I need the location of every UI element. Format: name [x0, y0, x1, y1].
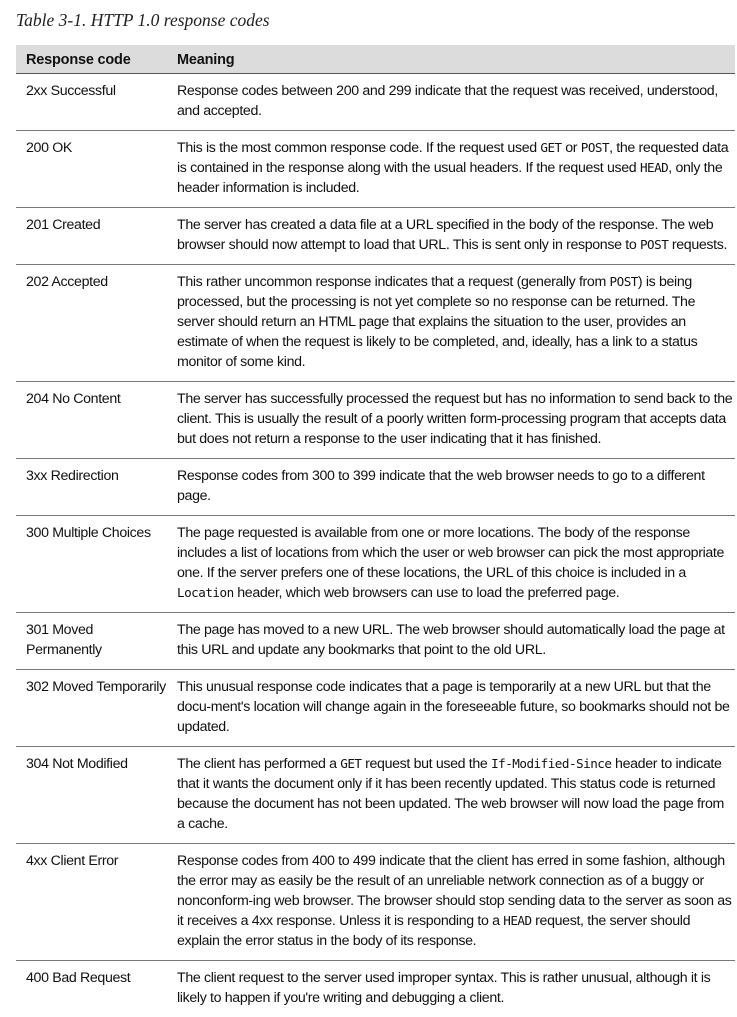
- table-caption: Table 3-1. HTTP 1.0 response codes: [16, 10, 270, 31]
- meaning-text: The client request to the server used improper syntax. This is rather unusual, although it is likely to happen if you're writing and debugging a client.: [177, 970, 710, 1006]
- meaning-text: Response codes between 200 and 299 indicate that the request was received, understood, and accepted.: [177, 83, 718, 119]
- code-literal: POST: [610, 274, 638, 289]
- meaning-cell: [177, 516, 735, 613]
- meaning-cell: [177, 747, 735, 844]
- response-code-cell: 400 Bad Request: [16, 961, 177, 1017]
- code-literal: HEAD: [503, 913, 531, 928]
- code-literal: If-Modified-Since: [491, 756, 611, 771]
- header-meaning: Meaning: [177, 45, 735, 74]
- meaning-text: header to indicate that it wants the document only if it has been recently updated. This status code is returned because the document has not been updated. The web browser will now load the page from a cache.: [177, 756, 724, 832]
- code-literal: POST: [581, 140, 609, 155]
- meaning-text: The page requested is available from one or more locations. The body of the response includes a list of locations from which the user or web browser can pick the most appropriate one. If the server prefers one of these locations, the URL of this choice is included in a: [177, 525, 724, 581]
- table-row: [16, 516, 735, 613]
- response-codes-table: [16, 45, 735, 1017]
- meaning-text: , the requested data is contained in the response along with the usual headers. If the request used: [177, 140, 728, 176]
- response-code-cell: 4xx Client Error: [16, 844, 177, 961]
- meaning-text: Response codes from 400 to 499 indicate that the client has erred in some fashion, although the error may as easily be the result of an unreliable network connection as of a buggy or nonconform-ing web browser. The browser should stop sending data to the server as soon as it receives a 4xx response. Unless it is responding to a: [177, 853, 732, 929]
- meaning-text: The server has successfully processed the request but has no information to send back to the client. This is usually the result of a poorly written form-processing program that accepts data but does not return a response to the user indicating that it has finished.: [177, 391, 732, 447]
- response-code-cell: 200 OK: [16, 131, 177, 208]
- meaning-text: ) is being processed, but the processing is not yet complete so no response can be returned. The server should return an HTML page that explains the situation to the user, provides an estimate of when the request is likely to be completed, and, ideally, has a link to a status monitor of some kind.: [177, 274, 697, 370]
- response-code-cell: 300 Multiple Choices: [16, 516, 177, 613]
- table-row: [16, 961, 735, 1017]
- response-code-cell: 2xx Successful: [16, 74, 177, 131]
- table-row: [16, 670, 735, 747]
- table-row: [16, 747, 735, 844]
- meaning-cell: [177, 208, 735, 265]
- table-body: [16, 74, 735, 1017]
- table-row: [16, 613, 735, 670]
- meaning-cell: [177, 459, 735, 516]
- meaning-cell: [177, 131, 735, 208]
- code-literal: HEAD: [640, 160, 668, 175]
- code-literal: GET: [340, 756, 361, 771]
- response-code-cell: 3xx Redirection: [16, 459, 177, 516]
- code-literal: GET: [540, 140, 561, 155]
- meaning-text: requests.: [668, 237, 727, 253]
- meaning-text: This unusual response code indicates that a page is temporarily at a new URL but that the docu-ment's location will change again in the foreseeable future, so bookmarks should not be updated.: [177, 679, 730, 735]
- header-row: [16, 45, 735, 74]
- meaning-cell: [177, 613, 735, 670]
- meaning-text: header, which web browsers can use to load the preferred page.: [234, 585, 620, 601]
- meaning-text: The client has performed a: [177, 756, 340, 772]
- meaning-cell: [177, 382, 735, 459]
- meaning-cell: [177, 265, 735, 382]
- response-code-cell: 302 Moved Temporarily: [16, 670, 177, 747]
- table-row: [16, 265, 735, 382]
- response-code-cell: 204 No Content: [16, 382, 177, 459]
- response-code-cell: 301 Moved Permanently: [16, 613, 177, 670]
- code-literal: Location: [177, 585, 234, 600]
- meaning-text: The page has moved to a new URL. The web browser should automatically load the page at this URL and update any bookmarks that point to the old URL.: [177, 622, 725, 658]
- table-row: [16, 208, 735, 265]
- table-row: [16, 844, 735, 961]
- meaning-cell: [177, 961, 735, 1017]
- response-code-cell: 202 Accepted: [16, 265, 177, 382]
- meaning-text: request, the server should explain the error status in the body of its response.: [177, 913, 690, 949]
- meaning-text: or: [562, 140, 581, 156]
- table-row: [16, 382, 735, 459]
- meaning-text: The server has created a data file at a URL specified in the body of the response. The web browser should now attempt to load that URL. This is sent only in response to: [177, 217, 713, 253]
- table-row: [16, 131, 735, 208]
- response-code-cell: 304 Not Modified: [16, 747, 177, 844]
- code-literal: POST: [640, 237, 668, 252]
- table-row: [16, 459, 735, 516]
- meaning-text: This is the most common response code. If the request used: [177, 140, 540, 156]
- meaning-text: Response codes from 300 to 399 indicate that the web browser needs to go to a different page.: [177, 468, 705, 504]
- table-header: [16, 45, 735, 74]
- meaning-cell: [177, 74, 735, 131]
- response-code-cell: 201 Created: [16, 208, 177, 265]
- meaning-text: request but used the: [362, 756, 492, 772]
- header-response-code: Response code: [16, 45, 177, 74]
- meaning-cell: [177, 844, 735, 961]
- meaning-cell: [177, 670, 735, 747]
- meaning-text: , only the header information is included.: [177, 160, 722, 196]
- meaning-text: This rather uncommon response indicates that a request (generally from: [177, 274, 610, 290]
- table-row: [16, 74, 735, 131]
